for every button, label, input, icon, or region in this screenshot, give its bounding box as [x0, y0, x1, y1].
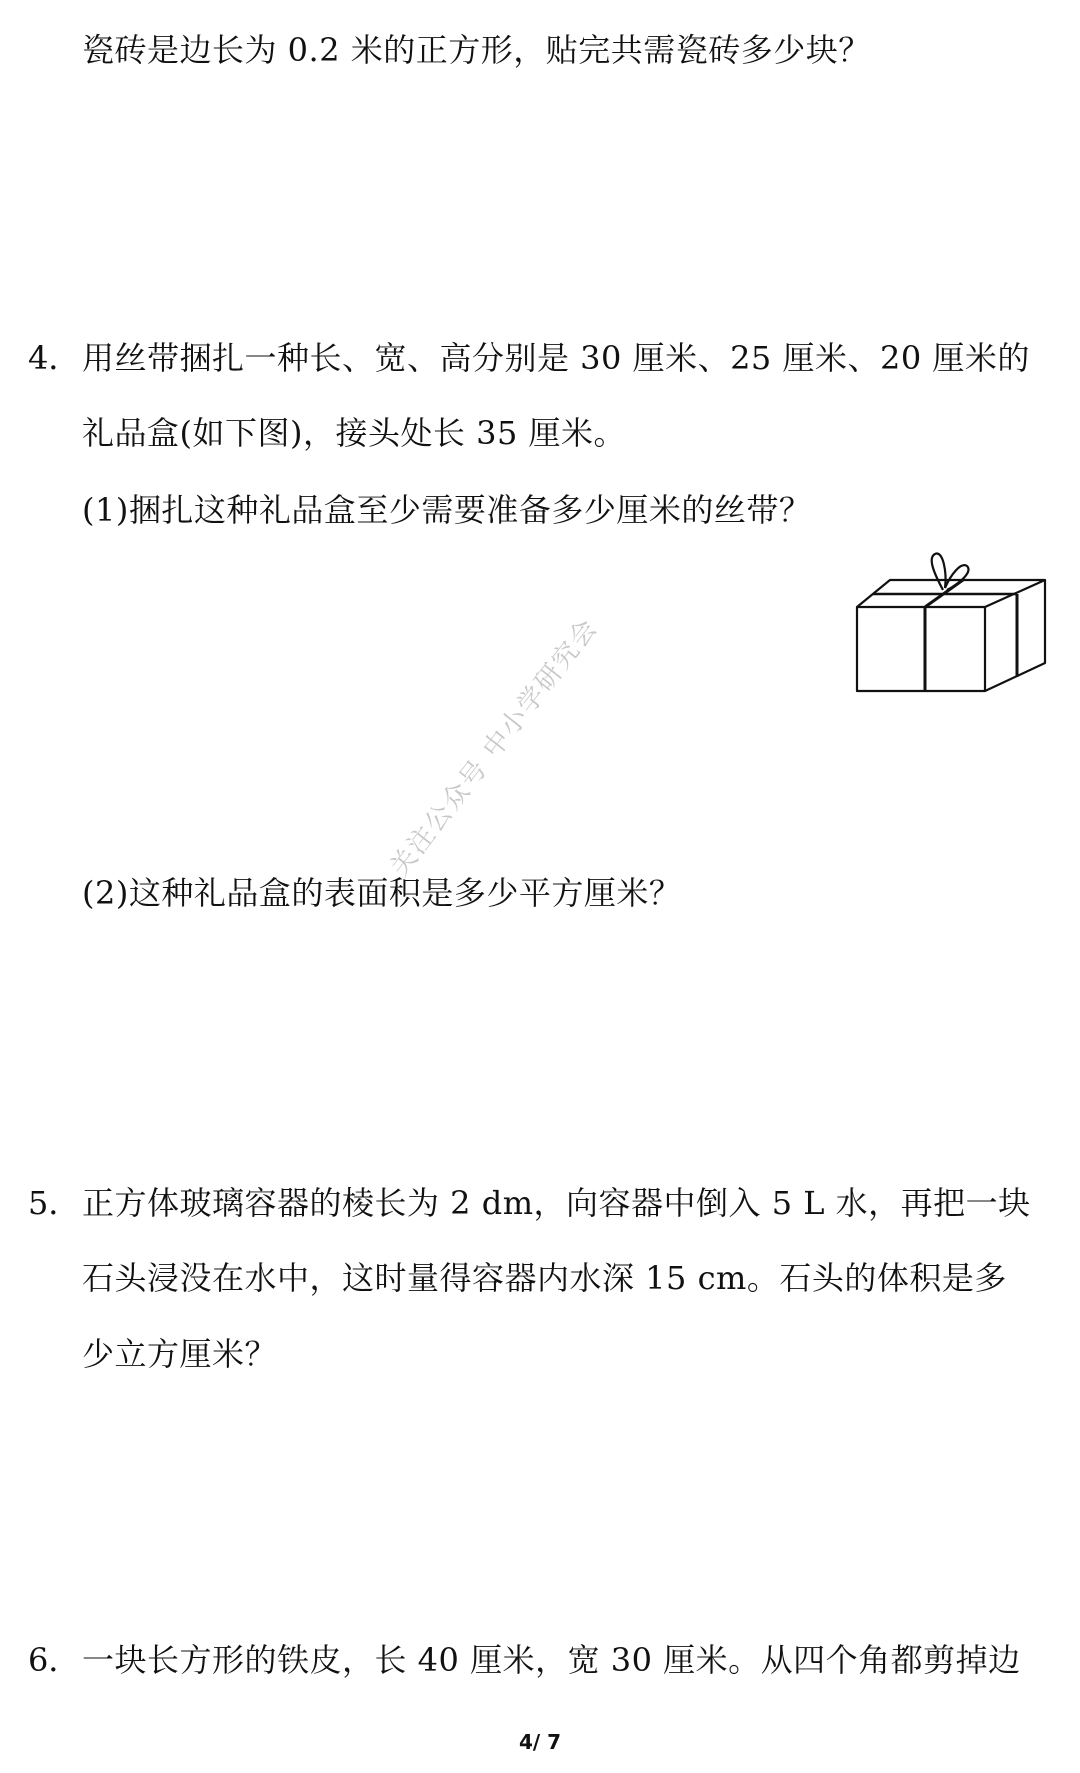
q6-number: 6．	[28, 1641, 81, 1679]
q5-text-line-3: 少立方厘米？	[82, 1335, 278, 1373]
q4-number: 4．	[28, 339, 81, 377]
q4-subquestion-1: (1)捆扎这种礼品盒至少需要准备多少厘米的丝带？	[82, 491, 812, 529]
q5-text-line-2: 石头浸没在水中，这时量得容器内水深 15 cm。石头的体积是多	[82, 1259, 1007, 1297]
q5-number: 5．	[28, 1184, 81, 1222]
gift-box-figure	[855, 550, 1050, 699]
gift-box-icon	[855, 550, 1050, 695]
q5-text-line-1: 正方体玻璃容器的棱长为 2 dm，向容器中倒入 5 L 水，再把一块	[82, 1184, 1031, 1222]
q4-text-line-2: 礼品盒(如下图)，接头处长 35 厘米。	[82, 414, 627, 452]
q6-text-line-1: 一块长方形的铁皮，长 40 厘米，宽 30 厘米。从四个角都剪掉边	[82, 1641, 1021, 1679]
q3-text-line-1: 瓷砖是边长为 0.2 米的正方形，贴完共需瓷砖多少块？	[82, 31, 871, 69]
watermark-text: 关注公众号 中小学研究会	[384, 612, 605, 883]
page-number: 4/ 7	[518, 1730, 562, 1754]
q4-subquestion-2: (2)这种礼品盒的表面积是多少平方厘米？	[82, 874, 682, 912]
q4-text-line-1: 用丝带捆扎一种长、宽、高分别是 30 厘米、25 厘米、20 厘米的	[82, 339, 1030, 377]
